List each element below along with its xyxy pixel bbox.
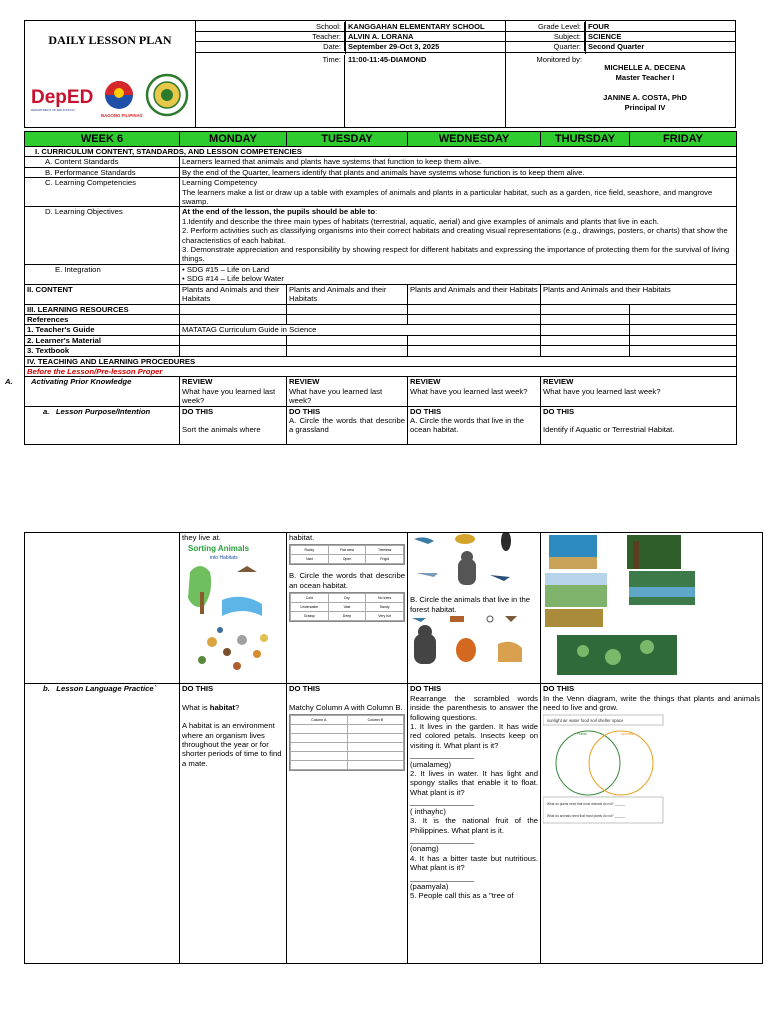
matching-instruction: Matchy Column A with Column B. (289, 702, 403, 712)
forest-animals-instruction: B. Circle the animals that live in the forest habitat. (410, 595, 531, 614)
venn-question-1: What do plants need that most animals do not? ______ (547, 801, 626, 806)
purpose-tuesday-cont (287, 533, 408, 684)
language-wednesday: DO THIS Rearrange the scrambled words inside the parenthesis to answer the following questions. 1. It lives in the garden. It has wide red colored petals. Insects keep on visiting it. What plant is it? _______________ (umalameg) 2. It lives in water. It has light and spongy stalks that enable it to float. What plant is it? _______________ ( inthayhc) 3. It is the national fruit of the Philippines. What plant is it. _______________ (onamg) 4. It has a bitter taste but nutritious. What plant is it? _______________ (paamyala) 5. People call this as a "tree of (408, 684, 541, 964)
integration-sdg15: • SDG #15 – Life on Land (182, 264, 270, 274)
teachers-guide-label: 1. Teacher's Guide (25, 325, 180, 335)
day-thursday: THURSDAY (541, 132, 630, 147)
scramble-a4: (paamyala) (410, 881, 449, 891)
deped-logo-text: DepED (31, 87, 94, 108)
venn-word-bank: sunlight air water food soil shelter space (547, 717, 624, 723)
review-question: What have you learned last week? (182, 386, 276, 406)
objective-3: 3. Demonstrate appreciation and responsibility by showing respect for different habitats and expressing the importance of protecting them for the survival of living things. (182, 245, 730, 264)
scramble-a1: (umalameg) (410, 759, 452, 769)
school-label: School: (195, 22, 345, 31)
purpose-thursday (541, 406, 737, 444)
subject-value: SCIENCE (588, 32, 622, 41)
competency-title: Learning Competency (182, 178, 258, 188)
purpose-thursday-cont (541, 533, 763, 684)
before-lesson-label: Before the Lesson/Pre-lesson Proper (25, 366, 737, 376)
venn-question-2: What do animals need that most plants do not? ______ (547, 813, 626, 818)
scramble-q5: 5. People call this as a "tree of (410, 891, 514, 901)
purpose-tuesday (287, 406, 408, 444)
scramble-q1: 1. It lives in the garden. It has wide red colored petals. Insects keep on visiting it. What plant is it? (410, 722, 538, 750)
purpose-mark: a. (43, 406, 50, 416)
do-this-title: DO THIS (182, 684, 214, 694)
purpose-monday-text: Sort the animals where (182, 424, 261, 434)
day-friday: FRIDAY (630, 132, 737, 147)
bagong-pilipinas-logo-icon (101, 81, 143, 118)
textbook-label: 3. Textbook (25, 346, 180, 356)
scramble-q2: 2. It lives in water. It has light and spongy stalks that enable it to float. What plant is it? (410, 769, 538, 797)
logos (29, 71, 191, 121)
purpose-thursday-text: Identify if Aquatic or Terrestrial Habitat. (543, 424, 675, 434)
lesson-plan-header (24, 20, 736, 128)
learners-material-label: 2. Learner's Material (25, 335, 180, 345)
venn-left-label: Plants (577, 731, 587, 736)
deped-subtext: DEPARTMENT OF EDUCATION (31, 108, 75, 112)
purpose-monday-cont (180, 533, 287, 684)
lesson-table (5, 131, 737, 445)
ocean-word-table: Cold Dry No trees Underwater Vast Sandy Grassy Deep Very hot (289, 592, 405, 622)
date-value: September 29-Oct 3, 2025 (348, 42, 440, 51)
date-label: Date: (195, 42, 345, 51)
school-seal-icon (147, 75, 187, 115)
references-label: References (25, 314, 180, 324)
venn-right-label: Animals (621, 731, 634, 736)
do-this-title: DO THIS (289, 406, 321, 416)
ocean-words-instruction: B. Circle the words that describe an ocean habitat. (289, 571, 405, 590)
learning-objectives-cell: At the end of the lesson, the pupils should be able to: 1.Identify and describe the three main types of habitats (terrestrial, aquatic, aerial) and give examples of animals and plants that live in each. 2. Perform activities such as classifying organisms into their correct habitats and creating visual representations (e.g., drawings, posters, or charts) that show the characteristics of each habitat. 3. Demonstrate appreciation and responsibility by showing respect for different habitats and expressing the importance of protecting them for the survival of living things. (180, 207, 737, 264)
habitat-question: What is habitat? (182, 702, 240, 712)
purpose-wednesday (408, 406, 541, 444)
scramble-q3: 3. It is the national fruit of the Philippines. What plant is it. (410, 816, 538, 835)
competency-text: The learners make a list or draw up a table with examples of animals and plants in a particular habitat, such as a garden, rice field, seashore, and mangrove swamp. (182, 187, 713, 207)
purpose-label-text: Lesson Purpose/Intention (55, 406, 151, 416)
scramble-a3: (onamg) (410, 844, 439, 854)
purpose-monday-cont-text: they live at. (182, 533, 221, 542)
scramble-a2: ( inthayhc) (410, 806, 446, 816)
objective-1: 1.Identify and describe the three main types of habitats (terrestrial, aquatic, aerial) and give examples of animals and plants that live in each. (182, 216, 659, 226)
curriculum-heading: I. CURRICULUM CONTENT, STANDARDS, AND LESSON COMPETENCIES (25, 147, 737, 157)
sorting-subtitle: into Habitats (210, 555, 238, 562)
scramble-q4: 4. It has a bitter taste but nutritious. What plant is it? (410, 853, 538, 873)
subject-label: Subject: (505, 32, 585, 41)
review-tuesday (287, 377, 408, 406)
objectives-intro: At the end of the lesson, the pupils should be able to (182, 207, 376, 217)
doc-title: DAILY LESSON PLAN (48, 33, 172, 47)
time-label: Time: (195, 55, 345, 127)
performance-standards-label: B. Performance Standards (25, 167, 180, 177)
monitored-label: Monitored by: (536, 55, 582, 64)
time-value: 11:00-11:45-DIAMOND (348, 55, 427, 64)
day-monday: MONDAY (180, 132, 287, 147)
teacher-value: ALVIN A. LORANA (348, 32, 414, 41)
integration-cell (180, 264, 737, 284)
lesson-purpose-label (25, 406, 180, 444)
purpose-tuesday-text: A. Circle the words that describe a grassland (289, 415, 405, 435)
content-tuesday: Plants and Animals and their Habitats (287, 284, 408, 304)
grassland-word-table: Rocky Flat area Treeless Vast Open Frigid (289, 544, 405, 565)
performance-standards-text: By the end of the Quarter, learners identify that plants and animals have systems whose function is to keep them alive. (180, 167, 737, 177)
purpose-wednesday-text: A. Circle the words that live in the ocean habitat. (410, 415, 525, 435)
learning-objectives-label: D. Learning Objectives (25, 207, 180, 264)
week-label: WEEK 6 (25, 132, 180, 147)
lesson-table-continued (24, 532, 763, 964)
language-thursday (541, 684, 763, 964)
purpose-wednesday-cont (408, 533, 541, 684)
do-this-title: DO THIS (543, 684, 575, 694)
activating-label-text: Activating Prior Knowledge (31, 377, 132, 387)
monitor-name-1: MICHELLE A. DECENA (604, 63, 686, 72)
content-standards-label: A. Content Standards (25, 157, 180, 167)
habitat-photos-icon (543, 533, 761, 681)
language-tuesday (287, 684, 408, 964)
header-title-cell (25, 21, 196, 127)
review-monday (180, 377, 287, 406)
sorting-animals-worksheet-icon (182, 542, 282, 677)
ocean-animals-icon (410, 533, 535, 593)
learning-competencies-label: C. Learning Competencies (25, 178, 180, 207)
day-tuesday: TUESDAY (287, 132, 408, 147)
do-this-title: DO THIS (543, 406, 575, 416)
monitor-role-2: Principal IV (624, 103, 666, 112)
venn-diagram-icon (543, 713, 757, 825)
content-label: II. CONTENT (25, 284, 180, 304)
forest-animals-icon (410, 614, 535, 672)
content-wednesday: Plants and Animals and their Habitats (408, 284, 541, 304)
school-value: KANGGAHAN ELEMENTARY SCHOOL (348, 22, 485, 31)
deped-logo-icon (31, 87, 93, 112)
review-title: REVIEW (543, 377, 574, 387)
content-monday: Plants and Animals and their Habitats (180, 284, 287, 304)
grade-value: FOUR (588, 22, 610, 31)
review-title: REVIEW (410, 377, 441, 387)
integration-label: E. Integration (25, 264, 180, 284)
language-label-text: Lesson Language Practice` (56, 684, 157, 694)
content-thursday: Plants and Animals and their Habitats (541, 284, 737, 304)
grade-label: Grade Level: (505, 22, 585, 31)
review-title: REVIEW (182, 377, 213, 387)
do-this-title: DO THIS (182, 406, 214, 416)
resources-label: III. LEARNING RESOURCES (25, 304, 180, 314)
learning-competencies-cell (180, 178, 737, 207)
language-mark: b. (43, 684, 50, 694)
do-this-title: DO THIS (289, 684, 321, 694)
day-wednesday: WEDNESDAY (408, 132, 541, 147)
monitor-name-2: JANINE A. COSTA, PhD (603, 93, 687, 102)
purpose-label-cont (25, 533, 180, 684)
sorting-title: Sorting Animals (188, 544, 250, 554)
bagong-pilipinas-text: BAGONG PILIPINAS (101, 113, 143, 118)
purpose-tuesday-cont-text: habitat. (289, 533, 315, 542)
integration-sdg14: • SDG #14 – Life below Water (182, 274, 284, 284)
lesson-language-label (25, 684, 180, 964)
procedures-heading: IV. TEACHING AND LEARNING PROCEDURES (25, 356, 737, 366)
review-title: REVIEW (289, 377, 320, 387)
matching-table: Column A Column B (289, 714, 405, 771)
review-question: What have you learned last week? (289, 386, 383, 406)
review-thursday (541, 377, 737, 406)
scramble-instruction: Rearrange the scrambled words inside the parenthesis to answer the following questions. (410, 693, 538, 722)
language-monday (180, 684, 287, 964)
activating-prior-knowledge-label (5, 377, 180, 406)
review-question: What have you learned last week? (410, 386, 528, 396)
habitat-definition: A habitat is an environment where an organism lives throughout the year or for shorter periods of time to find a mate. (182, 721, 282, 768)
review-wednesday (408, 377, 541, 406)
teachers-guide-text: MATATAG Curriculum Guide in Science (180, 325, 541, 335)
section-a-mark: A. (5, 377, 13, 387)
quarter-label: Quarter: (505, 42, 585, 51)
teacher-label: Teacher: (195, 32, 345, 41)
content-standards-text: Learners learned that animals and plants have systems that function to keep them alive. (180, 157, 737, 167)
do-this-title: DO THIS (410, 406, 442, 416)
venn-instruction: In the Venn diagram, write the things that plants and animals need to live and grow. (543, 693, 760, 713)
objective-2: 2. Perform activities such as classifying organisms into their correct habitats and creating visual representations (e.g., drawings, posters, or charts) that show the characteristics of each habitat. (182, 226, 728, 245)
review-question: What have you learned last week? (543, 386, 661, 396)
week-row (25, 132, 737, 147)
do-this-title: DO THIS (410, 684, 442, 694)
purpose-monday (180, 406, 287, 444)
monitor-role-1: Master Teacher I (615, 73, 675, 82)
quarter-value: Second Quarter (588, 42, 645, 51)
